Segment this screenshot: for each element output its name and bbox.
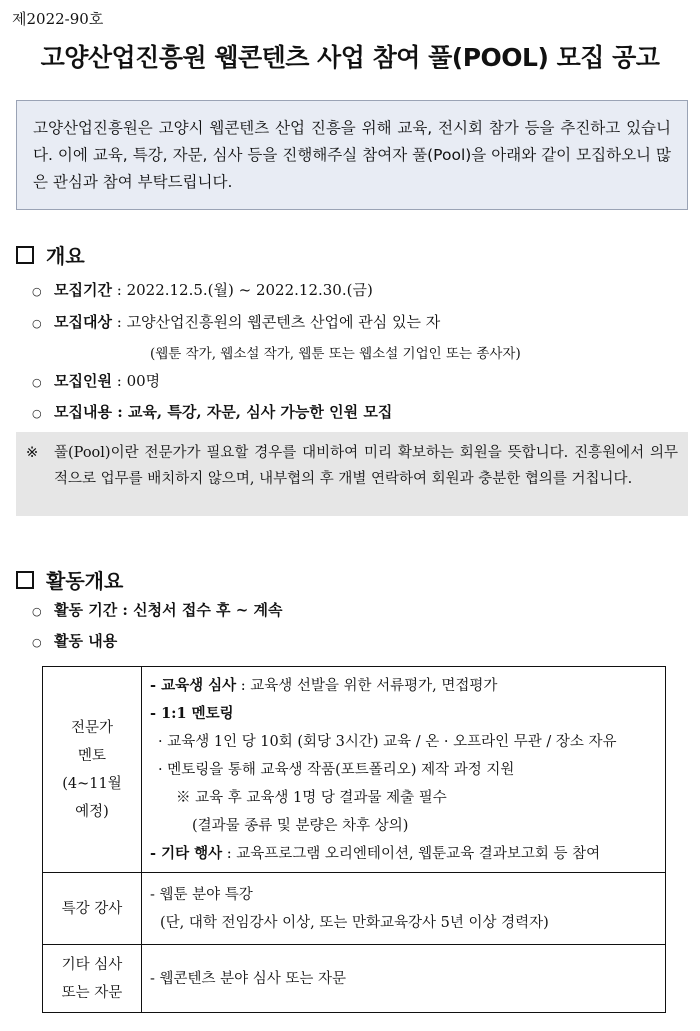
recruit-count-label: 모집인원: [54, 372, 112, 390]
detail-line: · 교육생 1인 당 10회 (회당 3시간) 교육 / 온 · 오프라인 무관 / 장소 자유: [158, 733, 617, 750]
activity-content-label: 활동 내용: [54, 632, 118, 650]
pool-note-text: 풀(Pool)이란 전문가가 필요할 경우를 대비하여 미리 확보하는 회원을 뜻합니다. 진흥원에서 의무적으로 업무를 배치하지 않으며, 내부협의 후 개별 연락하여 회원과 충분한 협의를 거칩니다.: [54, 445, 678, 487]
detail-label: - 기타 행사: [150, 844, 223, 862]
recruit-target-sub: (웹툰 작가, 웹소설 작가, 웹툰 또는 웹소설 기업인 또는 종사자): [150, 346, 521, 362]
table-row: [43, 945, 666, 1013]
recruit-content-label: 모집내용: [54, 403, 112, 421]
separator: :: [111, 281, 127, 299]
detail-line: (단, 대학 전임강사 이상, 또는 만화교육강사 5년 이상 경력자): [160, 914, 549, 931]
separator: :: [111, 372, 127, 390]
recruit-target-value: 고양산업진흥원의 웹콘텐츠 산업에 관심 있는 자: [126, 313, 441, 331]
circle-bullet-icon: ○: [32, 284, 42, 298]
overview-heading-text: 개요: [46, 244, 85, 268]
detail-line: [150, 672, 657, 700]
detail-line: - 웹콘텐츠 분야 심사 또는 자문: [150, 970, 347, 987]
review-category-line: 또는 자문: [61, 984, 123, 1001]
recruit-period-value: 2022.12.5.(월) ~ 2022.12.30.(금): [126, 281, 373, 299]
mentor-category-cell: [43, 667, 142, 873]
page-title: 고양산업진흥원 웹콘텐츠 사업 참여 풀(POOL) 모집 공고: [40, 43, 660, 72]
activity-heading-text: 활동개요: [46, 569, 124, 593]
recruit-content-value: 교육, 특강, 자문, 심사 가능한 인원 모집: [127, 403, 393, 421]
table-row: [43, 873, 666, 945]
detail-label: - 교육생 심사: [150, 676, 237, 694]
overview-heading: [16, 240, 85, 269]
mentor-category-line: 예정): [75, 803, 109, 820]
activity-period-text: 활동 기간 : 신청서 접수 후 ~ 계속: [54, 601, 283, 619]
mentor-category-line: (4~11월: [62, 775, 122, 792]
recruit-count-row: [32, 370, 160, 391]
activity-table: [42, 666, 666, 1013]
mentor-detail-cell: [142, 667, 666, 873]
mentor-category-line: 전문가: [70, 719, 114, 736]
detail-text: : 교육프로그램 오리엔테이션, 웹툰교육 결과보고회 등 참여: [222, 845, 601, 862]
detail-line: (결과물 종류 및 분량은 차후 상의): [192, 817, 409, 834]
detail-line: - 웹툰 분야 특강: [150, 886, 253, 903]
circle-bullet-icon: ○: [32, 406, 42, 420]
recruit-content-row: [32, 401, 392, 422]
pool-note-box: [16, 432, 688, 516]
review-category-cell: [43, 945, 142, 1013]
intro-box: [16, 100, 688, 210]
recruit-period-label: 모집기간: [54, 281, 112, 299]
review-detail-cell: [142, 945, 666, 1013]
recruit-period-row: [32, 279, 373, 300]
review-category-line: 기타 심사: [61, 956, 123, 973]
detail-text: : 교육생 선발을 위한 서류평가, 면접평가: [236, 677, 498, 694]
separator: :: [111, 403, 128, 421]
square-bullet-icon: [16, 571, 34, 589]
square-bullet-icon: [16, 246, 34, 264]
document-number: 제2022-90호: [12, 10, 104, 28]
table-row: [43, 667, 666, 873]
circle-bullet-icon: ○: [32, 375, 42, 389]
mentor-category-line: 멘토: [77, 747, 106, 764]
activity-content-row: [32, 630, 117, 651]
recruit-target-label: 모집대상: [54, 313, 112, 331]
recruit-target-row: [32, 311, 440, 332]
separator: :: [111, 313, 127, 331]
lecture-detail-cell: [142, 873, 666, 945]
activity-heading: [16, 565, 123, 594]
detail-line: ※ 교육 후 교육생 1명 당 결과물 제출 필수: [176, 789, 447, 806]
detail-line: [150, 840, 657, 868]
activity-period-row: [32, 599, 283, 620]
detail-line: - 1:1 멘토링: [150, 704, 234, 722]
intro-text: 고양산업진흥원은 고양시 웹콘텐츠 산업 진흥을 위해 교육, 전시회 참가 등을 추진하고 있습니다. 이에 교육, 특강, 자문, 심사 등을 진행해주실 참여자 풀(Pool)을 아래와 같이 모집하오니 많은 관심과 참여 부탁드립니다.: [33, 119, 671, 191]
reference-mark: ※: [26, 445, 39, 461]
recruit-count-value: 00명: [126, 372, 161, 390]
lecture-category-cell: 특강 강사: [43, 873, 142, 945]
circle-bullet-icon: ○: [32, 635, 42, 649]
circle-bullet-icon: ○: [32, 316, 42, 330]
circle-bullet-icon: ○: [32, 604, 42, 618]
detail-line: · 멘토링을 통해 교육생 작품(포트폴리오) 제작 과정 지원: [158, 761, 515, 778]
